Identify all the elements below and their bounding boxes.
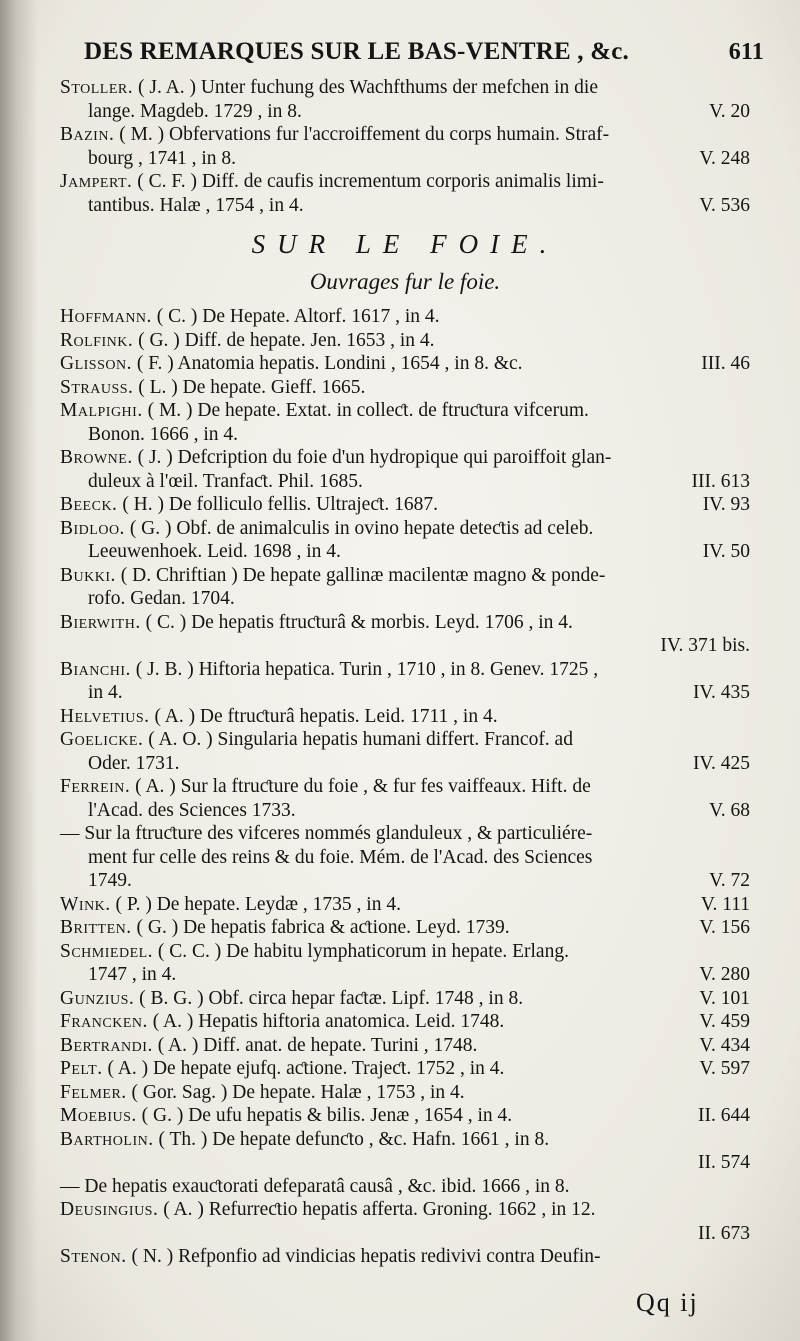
entry-line — [60, 123, 750, 147]
entry-volume-ref — [740, 705, 750, 729]
entry-volume-ref: V. 280 — [699, 964, 750, 985]
entry-line — [60, 846, 750, 870]
entry-line — [60, 1175, 750, 1199]
entry-text — [88, 100, 302, 124]
entry-volume-ref — [740, 940, 750, 964]
entry-volume-ref: IV. 93 — [702, 494, 750, 515]
entry-author: Strauss. — [60, 376, 134, 398]
entry-author: Malpighi. — [60, 400, 143, 421]
bibliography-entry — [60, 1104, 750, 1128]
entry-line — [60, 963, 750, 987]
entry-volume-ref — [740, 1198, 750, 1222]
entry-line — [60, 634, 750, 658]
entry-text — [60, 611, 573, 635]
entry-title: ( A. ) De ftruƈturâ hepatis. Leid. 1711 , in 4. — [149, 705, 498, 727]
entry-volume-ref: IV. 371 bis. — [660, 635, 750, 656]
entry-line — [60, 611, 750, 635]
entry-text — [60, 76, 598, 100]
entry-title: ( G. ) Obf. de animalculis in ovino hepate deteƈtis ad celeb. — [124, 517, 594, 539]
entry-author: Deusingius. — [60, 1199, 159, 1220]
bibliography-entry — [60, 352, 750, 376]
entry-line — [60, 1128, 750, 1152]
entry-text — [60, 1081, 465, 1105]
entry-volume-ref — [740, 611, 750, 635]
bibliography-entry — [60, 822, 750, 893]
entry-title: 1749. — [88, 870, 132, 891]
entry-author: Schmiedel. — [60, 940, 154, 962]
entry-line — [60, 329, 750, 353]
entry-line — [60, 1034, 750, 1058]
entry-title: ( A. ) Hepatis hiftoria anatomica. Leid. 1748. — [147, 1011, 505, 1032]
entry-text — [88, 194, 304, 218]
bibliography-entry — [60, 305, 750, 329]
bibliography-entry — [60, 940, 750, 987]
entry-line — [60, 1198, 750, 1222]
entry-title: tantibus. Halæ , 1754 , in 4. — [88, 194, 304, 216]
entry-text — [88, 752, 180, 776]
entry-line — [60, 1245, 750, 1269]
entry-title: ( A. ) Diff. anat. de hepate. Turini , 1748. — [152, 1034, 478, 1056]
bibliography-entry — [60, 1198, 750, 1245]
entry-title: ( F. ) Anatomia hepatis. Londini , 1654 , in 8. &c. — [131, 353, 523, 374]
entry-author: Bidloo. — [60, 517, 125, 539]
entry-title: Bonon. 1666 , in 4. — [88, 423, 239, 445]
section-title: SUR LE FOIE. — [251, 229, 559, 259]
entry-title: ( J. B. ) Hiftoria hepatica. Turin , 1710 , in 8. Genev. 1725 , — [130, 658, 599, 680]
entry-title: ( C. ) De hepatis ftruƈturâ & morbis. Leyd. 1706 , in 4. — [140, 611, 573, 633]
entry-title: ( H. ) De folliculo fellis. Ultrajeƈt. 1687. — [117, 494, 439, 515]
entry-line — [60, 376, 750, 400]
entry-text — [60, 446, 611, 470]
entry-text — [60, 916, 510, 940]
entry-title: ( Gor. Sag. ) De hepate. Halæ , 1753 , in 4. — [126, 1081, 465, 1103]
entry-title: ( N. ) Refponfio ad vindicias hepatis redivivi contra Deufin- — [126, 1246, 601, 1267]
entry-title: ( P. ) De hepate. Leydæ , 1735 , in 4. — [110, 893, 401, 915]
running-title: DES REMARQUES SUR LE BAS-VENTRE , &c. — [84, 38, 629, 65]
entry-text — [60, 775, 591, 799]
page-number: 611 — [728, 39, 764, 65]
signature-mark: Qq ij — [636, 1288, 699, 1317]
entry-line — [60, 470, 750, 494]
entry-title: ( G. ) De ufu hepatis & bilis. Jenæ , 1654 , in 4. — [136, 1105, 513, 1126]
entry-title: rofo. Gedan. 1704. — [88, 588, 235, 609]
entry-title: ( C. C. ) De habitu lymphaticorum in hepate. Erlang. — [153, 940, 569, 962]
entry-line — [60, 658, 750, 682]
entry-line — [60, 705, 750, 729]
entry-text — [60, 1128, 549, 1152]
bibliography-entry — [60, 705, 750, 729]
entry-line — [60, 1104, 750, 1128]
entry-line — [60, 799, 750, 823]
entry-title: ( A. ) Sur la ftruƈture du foie , & fur fes vaiffeaux. Hift. de — [130, 776, 591, 797]
entry-text — [60, 1104, 512, 1128]
entry-volume-ref: V. 111 — [700, 893, 750, 915]
entry-text — [88, 147, 236, 171]
entry-title: ( M. ) Obfervations fur l'accroiffement du corps humain. Straf- — [114, 124, 610, 145]
entry-author: Ferrein. — [60, 776, 131, 797]
entry-volume-ref — [740, 1175, 750, 1199]
bibliography-entry — [60, 893, 750, 917]
entry-line — [60, 893, 750, 917]
entry-line — [60, 728, 750, 752]
entry-author: Glisson. — [60, 353, 132, 374]
entry-title: — De hepatis exauƈtorati defeparatâ causâ , &c. ibid. 1666 , in 8. — [60, 1175, 570, 1197]
entry-title: Oder. 1731. — [88, 752, 180, 774]
entry-volume-ref: V. 101 — [699, 987, 750, 1009]
entry-line — [60, 352, 750, 376]
entry-text — [60, 493, 438, 517]
entry-text — [60, 399, 589, 423]
entry-text — [88, 846, 592, 870]
entry-author: Pelt. — [60, 1058, 103, 1079]
entry-title: ment fur celle des reins & du foie. Mém. de l'Acad. des Sciences — [88, 846, 593, 868]
entry-line — [60, 1057, 750, 1081]
entry-text — [60, 1057, 504, 1081]
entry-volume-ref: V. 434 — [699, 1034, 750, 1056]
entry-author: Beeck. — [60, 494, 118, 515]
entry-text — [60, 940, 569, 964]
bibliography-entry — [60, 376, 750, 400]
entry-volume-ref: V. 156 — [699, 917, 750, 938]
entry-text — [88, 869, 132, 893]
entry-line — [60, 517, 750, 541]
entry-line — [60, 869, 750, 893]
entry-line — [60, 194, 750, 218]
entry-title: ( G. ) De hepatis fabrica & aƈtione. Leyd. 1739. — [131, 917, 510, 938]
bibliography — [60, 76, 750, 1269]
entry-volume-ref — [740, 1128, 750, 1152]
entry-line — [60, 1151, 750, 1175]
entry-text — [88, 799, 296, 823]
entry-line — [60, 1222, 750, 1246]
entry-title: bourg , 1741 , in 8. — [88, 147, 237, 169]
entry-author: Felmer. — [60, 1081, 127, 1103]
bibliography-entry — [60, 658, 750, 705]
entry-volume-ref: II. 644 — [698, 1105, 750, 1126]
bibliography-entry — [60, 1245, 750, 1269]
entry-volume-ref: III. 46 — [701, 353, 750, 374]
entry-text — [60, 170, 604, 194]
entry-volume-ref — [740, 76, 750, 100]
entry-title: ( J. A. ) Unter fuchung des Wachfthums der mefchen in die — [133, 77, 598, 98]
entry-volume-ref: V. 68 — [709, 799, 750, 821]
entry-title: ( C. F. ) Diff. de caufis incrementum corporis animalis limi- — [132, 171, 604, 192]
entry-author: Jampert. — [60, 171, 133, 192]
entry-volume-ref — [740, 305, 750, 329]
entry-volume-ref — [740, 446, 750, 470]
entry-text — [60, 1245, 600, 1269]
bibliography-entry — [60, 775, 750, 822]
entry-volume-ref: II. 574 — [698, 1152, 750, 1173]
entry-text — [60, 352, 523, 376]
entry-volume-ref — [740, 822, 750, 846]
entry-text — [88, 587, 235, 611]
entry-line — [60, 1010, 750, 1034]
entry-volume-ref — [740, 329, 750, 353]
entry-author: Browne. — [60, 447, 133, 468]
bibliography-entry — [60, 170, 750, 217]
entry-volume-ref: V. 20 — [709, 100, 750, 122]
entry-volume-ref — [740, 587, 750, 611]
entry-author: Bukki. — [60, 564, 116, 586]
subsection-title: Ouvrages fur le foie. — [309, 269, 501, 294]
entry-author: Britten. — [60, 917, 132, 938]
entry-author: Bierwith. — [60, 611, 141, 633]
entry-author: Gunzius. — [60, 987, 135, 1009]
entry-volume-ref — [740, 728, 750, 752]
liver-entries — [60, 305, 750, 1269]
entry-line — [60, 681, 750, 705]
entry-author: Bertrandi. — [60, 1034, 153, 1056]
running-header — [84, 38, 764, 66]
entry-volume-ref — [740, 517, 750, 541]
entry-line — [60, 916, 750, 940]
entry-volume-ref — [740, 170, 750, 194]
entry-author: Wink. — [60, 893, 111, 915]
entry-text — [60, 305, 440, 329]
entry-author: Bianchi. — [60, 658, 131, 680]
entry-text — [60, 1175, 570, 1199]
entry-text — [60, 1010, 504, 1034]
entry-text — [60, 987, 523, 1011]
entry-title: ( Th. ) De hepate defunƈto , &c. Hafn. 1661 , in 8. — [153, 1128, 550, 1150]
entry-title: ( G. ) Diff. de hepate. Jen. 1653 , in 4. — [133, 329, 435, 351]
entry-volume-ref — [740, 658, 750, 682]
entry-volume-ref — [740, 399, 750, 423]
entry-author: Bartholin. — [60, 1128, 154, 1150]
entry-text — [88, 963, 176, 987]
entry-volume-ref: III. 613 — [691, 470, 750, 492]
entry-line — [60, 775, 750, 799]
entry-text — [60, 564, 605, 588]
entry-title: ( D. Chriftian ) De hepate gallinæ macilentæ magno & ponde- — [115, 564, 606, 586]
entry-text — [60, 705, 498, 729]
bibliography-entry — [60, 728, 750, 775]
entry-line — [60, 587, 750, 611]
entry-volume-ref: IV. 435 — [692, 682, 750, 703]
entry-line — [60, 540, 750, 564]
entry-volume-ref: II. 673 — [698, 1222, 750, 1244]
entry-author: Rolfink. — [60, 329, 134, 351]
entry-text — [60, 329, 435, 353]
entry-volume-ref: IV. 50 — [702, 541, 750, 562]
entry-volume-ref: V. 597 — [699, 1058, 750, 1079]
entry-line — [60, 940, 750, 964]
bibliography-entry — [60, 1010, 750, 1034]
entry-volume-ref — [740, 564, 750, 588]
entry-line — [60, 76, 750, 100]
entry-author: Stenon. — [60, 1246, 127, 1267]
entry-line — [60, 987, 750, 1011]
entry-text — [88, 470, 363, 494]
entry-title: ( M. ) De hepate. Extat. in colleƈt. de ftruƈtura vifcerum. — [142, 400, 589, 421]
top-entries — [60, 76, 750, 217]
bibliography-entry — [60, 329, 750, 353]
entry-author: Helvetius. — [60, 705, 150, 727]
entry-text — [60, 376, 365, 400]
bibliography-entry — [60, 123, 750, 170]
bibliography-entry — [60, 1081, 750, 1105]
entry-line — [60, 564, 750, 588]
entry-line — [60, 399, 750, 423]
entry-author: Francken. — [60, 1011, 148, 1032]
entry-volume-ref — [740, 123, 750, 147]
entry-title: — Sur la ftruƈture des vifceres nommés glanduleux , & particuliére- — [60, 823, 593, 844]
entry-text — [60, 658, 598, 682]
entry-title: ( A. ) Refurreƈtio hepatis afferta. Groning. 1662 , in 12. — [158, 1199, 596, 1220]
bibliography-entry — [60, 987, 750, 1011]
page-gutter-shadow — [0, 0, 38, 1341]
entry-text — [60, 1198, 596, 1222]
entry-title: ( B. G. ) Obf. circa hepar faƈtæ. Lipf. 1748 , in 8. — [134, 987, 524, 1009]
entry-title: in 4. — [88, 682, 123, 703]
entry-line — [60, 100, 750, 124]
entry-title: l'Acad. des Sciences 1733. — [88, 799, 296, 821]
entry-volume-ref: V. 248 — [699, 147, 750, 169]
entry-text — [60, 1034, 477, 1058]
entry-volume-ref: IV. 425 — [692, 752, 750, 774]
entry-text — [88, 540, 341, 564]
entry-volume-ref — [740, 423, 750, 447]
entry-line — [60, 305, 750, 329]
entry-title: Leeuwenhoek. Leid. 1698 , in 4. — [88, 541, 341, 562]
entry-title: ( A. ) De hepate ejufq. aƈtione. Trajeƈt. 1752 , in 4. — [102, 1058, 505, 1079]
entry-volume-ref: V. 72 — [709, 870, 750, 891]
bibliography-entry — [60, 611, 750, 658]
bibliography-entry — [60, 1034, 750, 1058]
entry-title: lange. Magdeb. 1729 , in 8. — [88, 100, 302, 122]
bibliography-entry — [60, 564, 750, 611]
bibliography-entry — [60, 1175, 750, 1199]
entry-title: ( A. O. ) Singularia hepatis humani differt. Francof. ad — [143, 729, 573, 750]
entry-volume-ref: V. 459 — [699, 1011, 750, 1032]
entry-text — [60, 822, 592, 846]
entry-text — [60, 893, 401, 917]
entry-author: Goelicke. — [60, 729, 144, 750]
entry-text — [60, 728, 573, 752]
bibliography-entry — [60, 1128, 750, 1175]
entry-line — [60, 1081, 750, 1105]
entry-volume-ref: V. 536 — [699, 194, 750, 216]
entry-author: Moebius. — [60, 1105, 137, 1126]
entry-volume-ref — [740, 775, 750, 799]
bibliography-entry — [60, 1057, 750, 1081]
entry-line — [60, 752, 750, 776]
bibliography-entry — [60, 916, 750, 940]
entry-line — [60, 170, 750, 194]
entry-text — [60, 517, 593, 541]
entry-title: duleux à l'œil. Tranfaƈt. Phil. 1685. — [88, 470, 363, 492]
entry-author: Hoffmann. — [60, 306, 152, 327]
entry-volume-ref — [740, 846, 750, 870]
bibliography-entry — [60, 493, 750, 517]
entry-line — [60, 493, 750, 517]
bibliography-entry — [60, 446, 750, 493]
entry-author: Stoller. — [60, 77, 134, 98]
bibliography-entry — [60, 517, 750, 564]
entry-line — [60, 822, 750, 846]
entry-volume-ref — [740, 376, 750, 400]
entry-text — [60, 123, 609, 147]
entry-line — [60, 147, 750, 171]
entry-title: 1747 , in 4. — [88, 964, 177, 985]
bibliography-entry — [60, 76, 750, 123]
entry-text — [88, 423, 238, 447]
entry-volume-ref — [740, 1081, 750, 1105]
entry-volume-ref — [740, 1245, 750, 1269]
entry-title: ( C. ) De Hepate. Altorf. 1617 , in 4. — [151, 306, 440, 327]
entry-line — [60, 423, 750, 447]
entry-text — [88, 681, 123, 705]
bibliography-entry — [60, 399, 750, 446]
entry-line — [60, 446, 750, 470]
entry-title: ( L. ) De hepate. Gieff. 1665. — [133, 376, 366, 398]
entry-author: Bazin. — [60, 124, 115, 145]
entry-title: ( J. ) Defcription du foie d'un hydropique qui paroiffoit glan- — [132, 447, 612, 468]
